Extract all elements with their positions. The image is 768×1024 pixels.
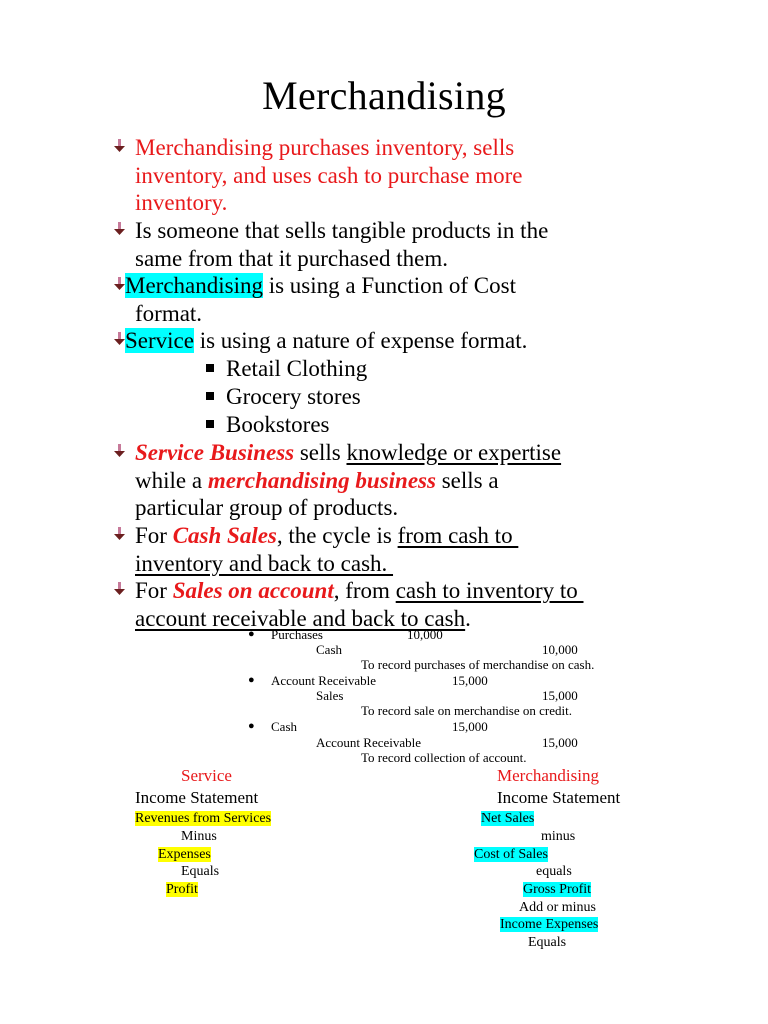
highlight-revenues: Revenues from Services	[135, 811, 272, 826]
journal-1-debit-amount: 10,000	[407, 627, 443, 642]
bullet-6-line-1	[135, 522, 675, 550]
merch-gross-profit	[523, 881, 591, 899]
underline-account-cycle-1: cash to inventory to	[395, 578, 584, 603]
bullet-7-pre: For	[135, 578, 173, 603]
journal-bullet-dot: ●	[248, 720, 255, 732]
highlight-cost-of-sales: Cost of Sales	[474, 847, 548, 862]
bullet-1-line-2: inventory, and uses cash to purchase more	[135, 162, 523, 188]
bullet-7-line-2	[135, 605, 675, 633]
underline-knowledge: knowledge or expertise	[346, 440, 562, 465]
arrow-bullet-icon	[114, 444, 126, 458]
highlight-service: Service	[125, 328, 194, 353]
journal-1-debit-account: Purchases	[271, 627, 323, 642]
bullet-5-line-3: particular group of products.	[135, 495, 399, 520]
bullet-2-line-2: same from that it purchased them.	[135, 245, 448, 271]
highlight-net-sales: Net Sales	[481, 811, 535, 826]
service-equals: Equals	[181, 864, 220, 879]
sub-item-label: Retail Clothing	[226, 356, 368, 381]
merch-equals: equals	[536, 864, 572, 879]
journal-bullet-dot: ●	[248, 674, 255, 686]
highlight-income-expenses: Income Expenses	[500, 917, 599, 932]
emphasis-service-business: Service Business	[135, 440, 295, 465]
highlight-merchandising: Merchandising	[125, 273, 263, 298]
journal-2-note: To record sale on merchandise on credit.	[361, 703, 572, 718]
bullet-1-text	[135, 134, 675, 217]
bullet-7-line-1	[135, 577, 675, 605]
service-minus: Minus	[181, 829, 217, 844]
merch-subheading: Income Statement	[497, 788, 621, 807]
underline-cycle-1: from cash to	[397, 523, 519, 548]
bullet-4-text	[125, 327, 665, 355]
service-revenues	[135, 810, 271, 828]
journal-1-note: To record purchases of merchandise on cash.	[361, 657, 595, 672]
sub-item-retail-clothing	[206, 355, 367, 383]
journal-3-credit-amount: 15,000	[542, 735, 578, 750]
journal-2-debit-amount: 15,000	[452, 673, 488, 688]
journal-3-debit-amount: 15,000	[452, 719, 488, 734]
bullet-3-line-2: format.	[135, 300, 203, 326]
service-profit	[166, 881, 198, 899]
bullet-6-pre: For	[135, 523, 173, 548]
underline-account-cycle-2: account receivable and back to cash	[135, 605, 466, 631]
merch-cost-of-sales	[474, 846, 548, 864]
arrow-bullet-icon	[114, 527, 126, 541]
bullet-6-line-2	[135, 550, 675, 578]
bullet-7-post: .	[465, 605, 471, 631]
journal-1-credit-amount: 10,000	[542, 642, 578, 657]
bullet-5-mid: sells	[294, 440, 347, 465]
highlight-expenses: Expenses	[158, 847, 211, 862]
emphasis-merchandising-business: merchandising business	[207, 467, 436, 493]
square-bullet-icon	[206, 364, 214, 372]
service-expenses	[158, 846, 211, 864]
emphasis-cash-sales: Cash Sales	[172, 523, 277, 548]
square-bullet-icon	[206, 392, 214, 400]
bullet-7-mid: , from	[333, 578, 396, 603]
bullet-2-line-1: Is someone that sells tangible products in the	[135, 218, 549, 243]
bullet-3-text	[125, 272, 665, 327]
merch-heading: Merchandising	[497, 766, 599, 785]
merch-minus: minus	[541, 829, 576, 844]
merch-income-expenses	[500, 916, 598, 934]
arrow-bullet-icon	[114, 222, 126, 236]
service-subheading: Income Statement	[135, 788, 259, 807]
highlight-profit: Profit	[166, 882, 198, 897]
journal-3-debit-account: Cash	[271, 719, 297, 734]
sub-item-label: Bookstores	[226, 412, 330, 437]
sub-item-grocery-stores	[206, 383, 361, 411]
page-title: Merchandising	[262, 73, 506, 118]
underline-cycle-2: inventory and back to cash.	[135, 550, 394, 576]
arrow-bullet-icon	[114, 582, 126, 596]
bullet-5-post: sells a	[435, 467, 499, 493]
service-heading: Service	[181, 766, 232, 785]
bullet-2-text	[135, 217, 675, 272]
bullet-5-line-1	[135, 439, 675, 467]
journal-1-credit-account: Cash	[316, 642, 342, 657]
arrow-bullet-icon	[114, 139, 126, 153]
journal-3-note: To record collection of account.	[361, 750, 527, 765]
bullet-3-line-1	[125, 272, 665, 300]
journal-2-credit-amount: 15,000	[542, 688, 578, 703]
journal-2-credit-account: Sales	[316, 688, 344, 703]
sub-item-bookstores	[206, 411, 330, 439]
merch-add-or-minus: Add or minus	[519, 900, 596, 915]
bullet-1-line-3: inventory.	[135, 190, 228, 215]
journal-2-debit-account: Account Receivable	[271, 673, 377, 688]
highlight-gross-profit: Gross Profit	[523, 882, 592, 897]
bullet-5-line-2	[135, 467, 675, 495]
bullet-7-text	[135, 577, 675, 632]
bullet-1-line-1: Merchandising purchases inventory, sells	[135, 135, 515, 160]
merch-net-sales	[481, 810, 534, 828]
bullet-6-text	[135, 522, 675, 577]
bullet-3-rest: is using a Function of Cost	[262, 273, 516, 298]
bullet-4-rest: is using a nature of expense format.	[193, 328, 528, 353]
bullet-6-mid: , the cycle is	[276, 523, 398, 548]
journal-bullet-dot: ●	[248, 628, 255, 640]
merch-equals-2: Equals	[528, 935, 567, 950]
bullet-5-pre: while a	[135, 467, 208, 493]
journal-3-credit-account: Account Receivable	[316, 735, 422, 750]
square-bullet-icon	[206, 420, 214, 428]
sub-item-label: Grocery stores	[226, 384, 361, 409]
bullet-5-text	[135, 439, 675, 522]
emphasis-sales-on-account: Sales on account	[172, 578, 334, 603]
